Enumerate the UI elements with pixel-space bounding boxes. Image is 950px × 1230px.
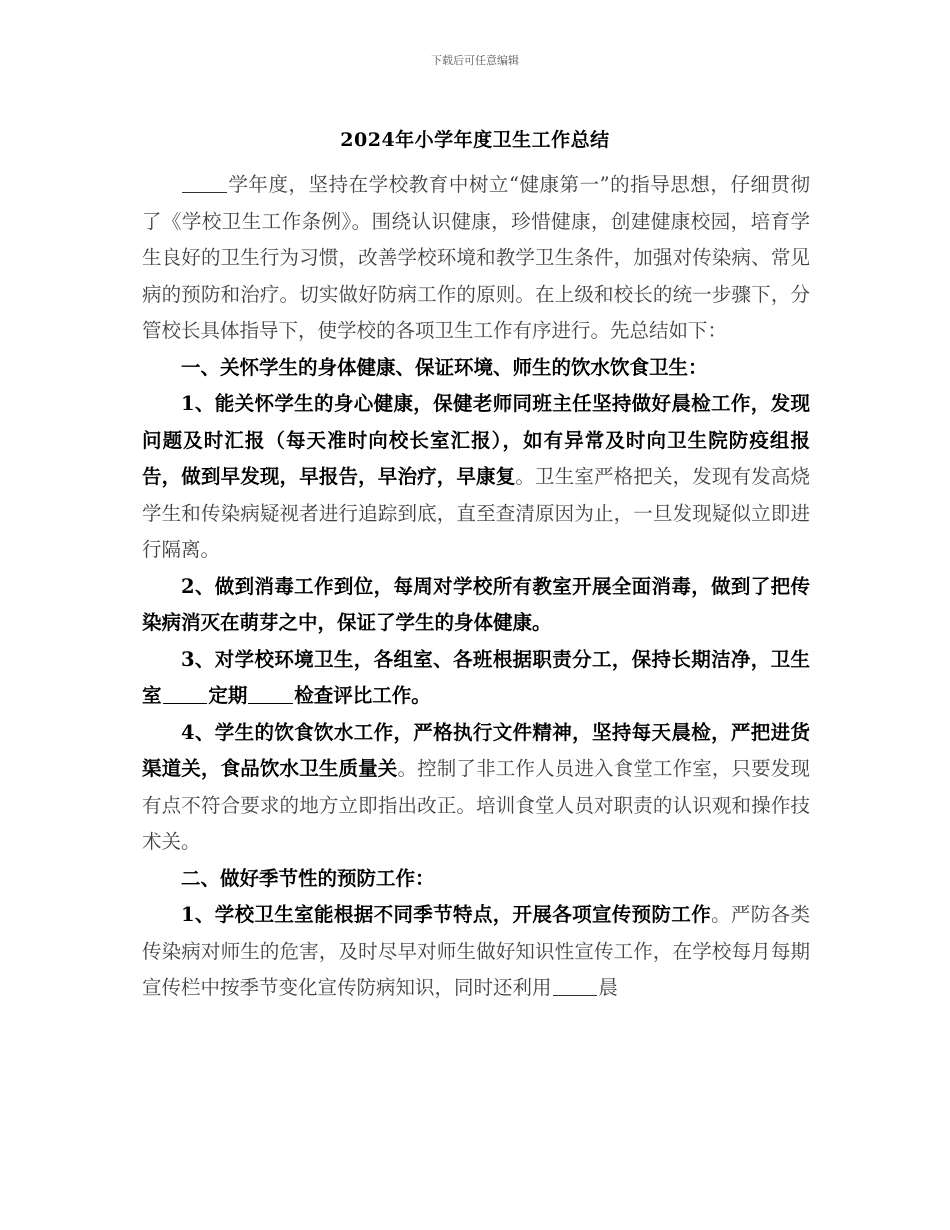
section1-item4: [142, 715, 810, 861]
blank-line: [553, 976, 598, 997]
section1-heading: 一、关怀学生的身体健康、保证环境、师生的饮水饮食卫生：: [181, 355, 708, 379]
intro-text: 学年度，坚持在学校教育中树立“健康第一”的指导思想，仔细贯彻了《学校卫生工作条例》。围绕认识健康，珍惜健康，创建健康校园，培育学生良好的卫生行为习惯，改善学校环境和教学卫生条件，加强对传染病、常见病的预防和治疗。切实做好防病工作的原则。在上级和校长的统一步骤下，分管校长具体指导下，使学校的各项卫生工作有序进行。先总结如下：: [142, 173, 810, 342]
section1-item3-b: 定期: [208, 684, 248, 707]
section1-item3-a: 3、对学校环境卫生，各组室、各班根据职责分工，保持长期洁净，卫生室: [142, 647, 810, 707]
intro-paragraph: [142, 167, 810, 350]
section1-item3: [142, 642, 810, 715]
section1-item1-rest: 。卫生室严格把关，发现有发高烧学生和传染病疑视者进行追踪到底，直至查清原因为止，一旦发现疑似立即进行隔离。: [142, 465, 810, 561]
blank-line: [182, 173, 227, 194]
document-title: 2024年小学年度卫生工作总结: [340, 129, 610, 151]
header-note: 下载后可任意编辑: [431, 54, 519, 67]
section2-item1-rest: 。严防各类传染病对师生的危害，及时尽早对师生做好知识性宣传工作，在学校每月每期宣传栏中按季节变化宣传防病知识，同时还利用: [142, 903, 810, 999]
section2-heading: 二、做好季节性的预防工作：: [181, 866, 435, 890]
document-body: [142, 167, 810, 1007]
section1-item2: 2、做到消毒工作到位，每周对学校所有教室开展全面消毒，做到了把传染病消灭在萌芽之中，保证了学生的身体健康。: [142, 574, 810, 634]
section2-item1-tail: 晨: [598, 976, 618, 999]
section1-item4-rest: 。控制了非工作人员进入食堂工作室，只要发现有点不符合要求的地方立即指出改正。培训食堂人员对职责的认识观和操作技术关。: [142, 757, 810, 853]
blank-line: [163, 684, 208, 705]
section1-item4-bold: 4、学生的饮食饮水工作，严格执行文件精神，坚持每天晨检，严把进货渠道关，食品饮水卫生质量关: [142, 720, 810, 780]
section1-item1-bold: 1、能关怀学生的身心健康，保健老师同班主任坚持做好晨检工作，发现问题及时汇报（每天准时向校长室汇报），如有异常及时向卫生院防疫组报告，做到早发现，早报告，早治疗，早康复: [142, 392, 810, 488]
blank-line: [248, 684, 293, 705]
section1-item3-c: 检查评比工作。: [294, 684, 431, 707]
section1-item1: [142, 386, 810, 569]
section2-item1-bold: 1、学校卫生室能根据不同季节特点，开展各项宣传预防工作: [181, 903, 712, 926]
section2-item1: [142, 897, 810, 1007]
